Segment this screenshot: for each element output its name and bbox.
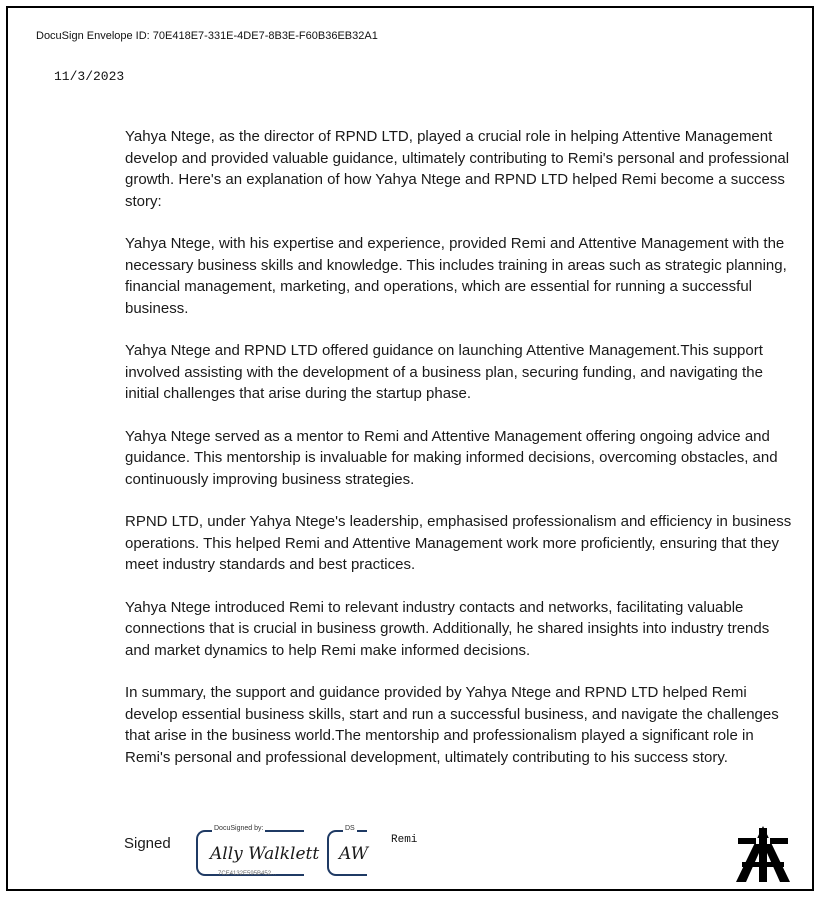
document-page <box>6 6 814 891</box>
letter-body <box>125 126 797 789</box>
paragraph: Yahya Ntege, as the director of RPND LTD, played a crucial role in helping Attentive Management develop and provided valuable guidance, ultimately contributing to Remi's personal and professional growth. Here's an explanation of how Yahya Ntege and RPND LTD helped Remi become a success story: <box>125 128 790 210</box>
paragraph: Yahya Ntege served as a mentor to Remi and Attentive Management offering ongoing advice and guidance. This mentorship is invaluable for making informed decisions, overcoming obstacles, and continuously improving business strategies. <box>125 427 778 488</box>
docusign-initials-box <box>327 825 369 876</box>
signed-label: Signed <box>124 835 171 852</box>
docusigned-by-caption: DocuSigned by: <box>214 825 264 832</box>
envelope-id: DocuSign Envelope ID: 70E418E7-331E-4DE7-8B3E-F60B36EB32A1 <box>36 30 378 42</box>
signer-name: Remi <box>391 834 418 846</box>
ata-monogram-logo-icon <box>730 824 796 884</box>
paragraph: Yahya Ntege and RPND LTD offered guidance on launching Attentive Management.This support involved assisting with the development of a business plan, securing funding, and navigating the initial challenges that arise during the startup phase. <box>125 342 763 402</box>
paragraph: Yahya Ntege, with his expertise and experience, provided Remi and Attentive Management with the necessary business skills and knowledge. This includes training in areas such as strategic planning, financial management, marketing, and operations, which are essential for running a successful business. <box>125 235 787 317</box>
paragraph: In summary, the support and guidance provided by Yahya Ntege and RPND LTD helped Remi develop essential business skills, start and run a successful business, and navigate the challenges that arise in the business world.The mentorship and professionalism played a significant role in Remi's personal and professional development, ultimately contributing to his success story. <box>125 684 779 766</box>
document-date: 11/3/2023 <box>54 69 125 84</box>
ds-caption: DS <box>345 825 355 832</box>
paragraph: Yahya Ntege introduced Remi to relevant industry contacts and networks, facilitating valuable connections that is crucial in business growth. Additionally, he shared insights into industry trends and market dynamics to help Remi make informed decisions. <box>125 598 770 659</box>
signature-id: 7CE4132E595B452... <box>218 871 277 877</box>
handwritten-signature: Ally Walklett <box>210 844 320 864</box>
handwritten-initials: AW <box>339 844 369 864</box>
docusign-signature-box <box>196 825 320 877</box>
paragraph: RPND LTD, under Yahya Ntege's leadership, emphasised professionalism and efficiency in business operations. This helped Remi and Attentive Management work more proficiently, ensuring that they meet industry standards and best practices. <box>125 513 792 573</box>
